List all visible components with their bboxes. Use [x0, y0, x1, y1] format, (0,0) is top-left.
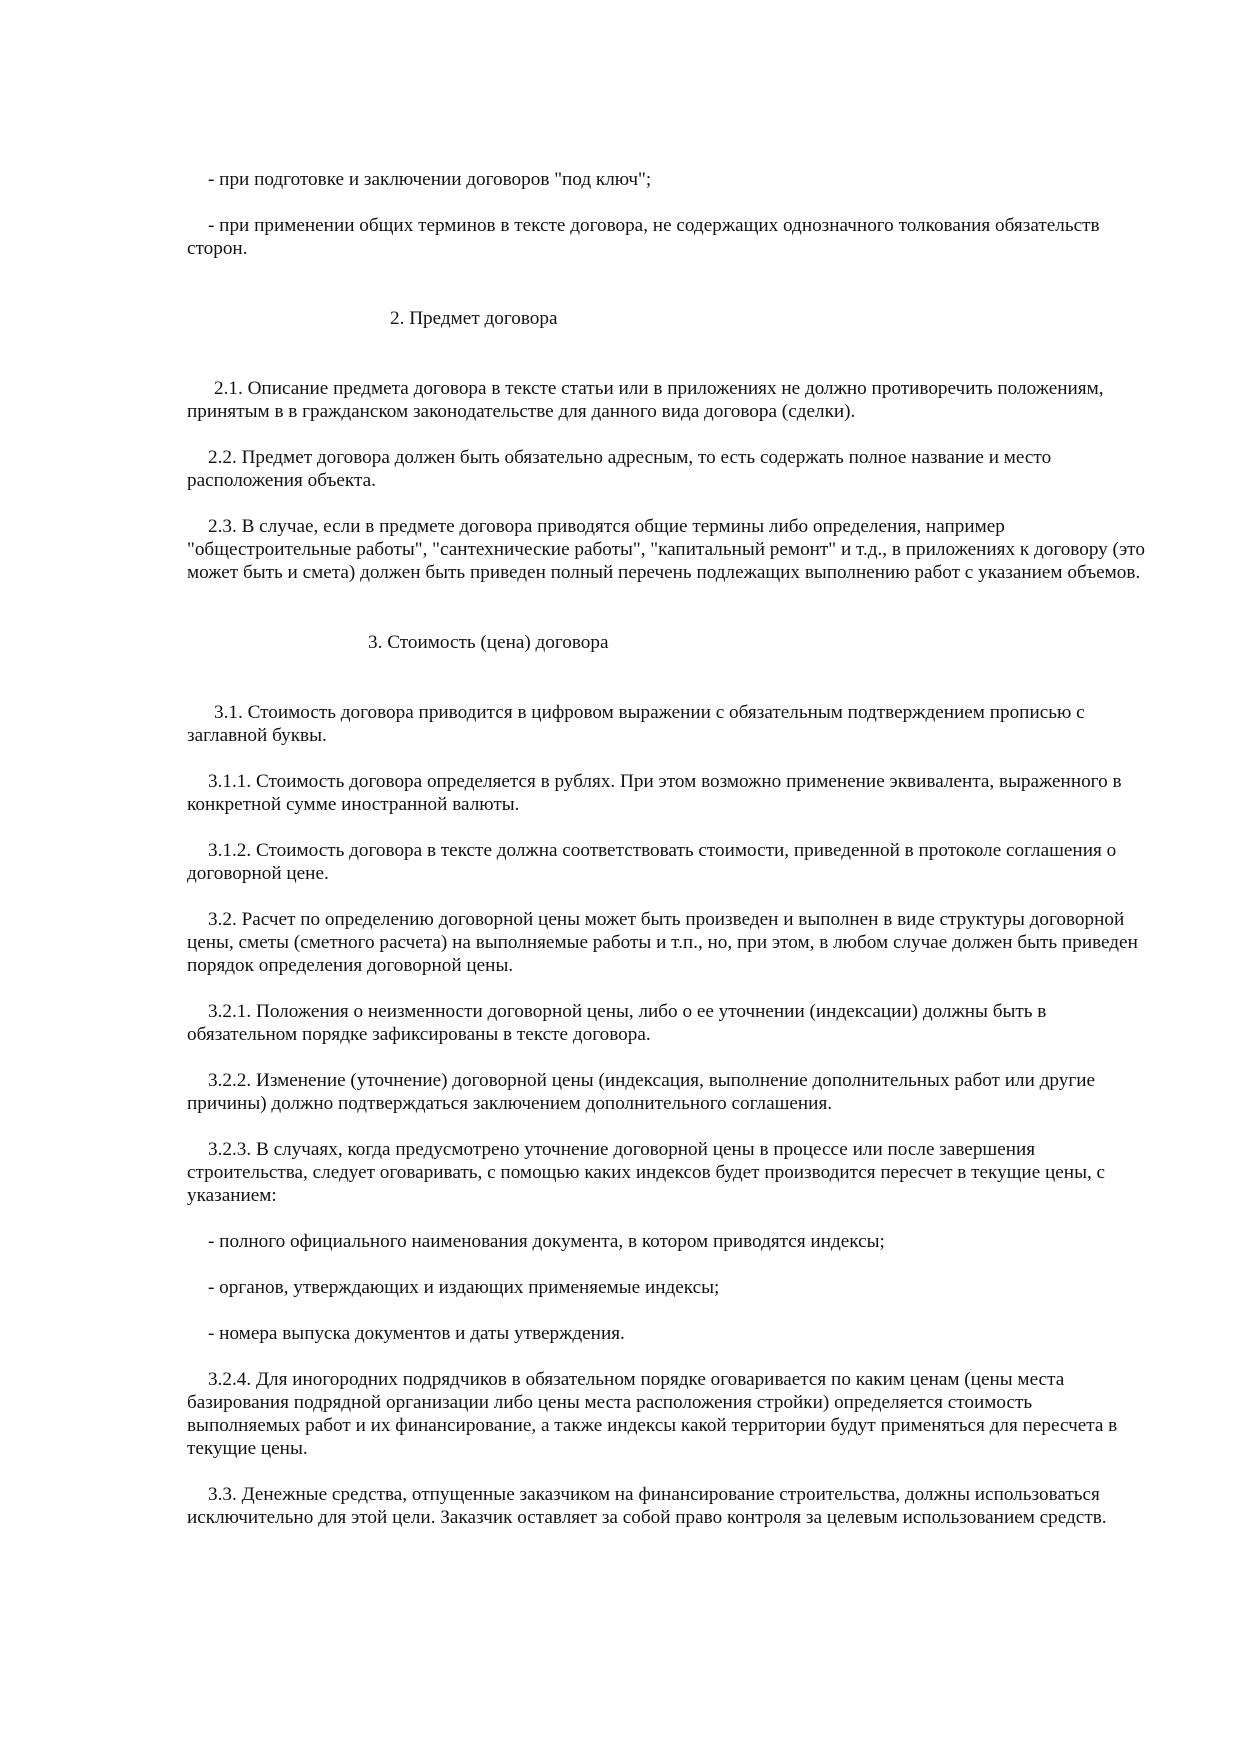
list-item-document-name: - полного официального наименования документа, в котором приводятся индексы;	[208, 1231, 885, 1252]
paragraph-turnkey: - при подготовке и заключении договоров "под ключ";	[208, 169, 652, 190]
list-item-authorities: - органов, утверждающих и издающих применяемые индексы;	[208, 1277, 720, 1298]
paragraph-2-3: 2.3. В случае, если в предмете договора приводятся общие термины либо определения, например "общестроительные работы", "сантехнические работы", "капитальный ремонт" и т.д., в приложениях к договору (это может быть и смета) должен быть приведен полный перечень подлежащих выполнению работ с указанием объемов.	[187, 516, 1145, 583]
paragraph-3-1: 3.1. Стоимость договора приводится в цифровом выражении с обязательным подтверждением прописью с заглавной буквы.	[187, 702, 1085, 746]
section-heading-price: 3. Стоимость (цена) договора	[368, 632, 609, 653]
list-item-issue-numbers: - номера выпуска документов и даты утверждения.	[208, 1323, 625, 1344]
paragraph-2-1: 2.1. Описание предмета договора в тексте статьи или в приложениях не должно противоречить положениям, принятым в в гражданском законодательстве для данного вида договора (сделки).	[187, 378, 1104, 422]
paragraph-3-1-2: 3.1.2. Стоимость договора в тексте должна соответствовать стоимости, приведенной в протоколе соглашения о договорной цене.	[187, 840, 1117, 884]
paragraph-2-2: 2.2. Предмет договора должен быть обязательно адресным, то есть содержать полное название и место расположения объекта.	[187, 447, 1052, 491]
document-page	[187, 168, 1147, 1529]
paragraph-3-2-1: 3.2.1. Положения о неизменности договорной цены, либо о ее уточнении (индексации) должны быть в обязательном порядке зафиксированы в тексте договора.	[187, 1001, 1047, 1045]
paragraph-3-2-4: 3.2.4. Для иногородних подрядчиков в обязательном порядке оговаривается по каким ценам (цены места базирования подрядной организации либо цены места расположения стройки) определяется стоимость выполняемых работ и их финансирование, а также индексы какой территории будут применяться для пересчета в текущие цены.	[187, 1369, 1118, 1459]
paragraph-3-1-1: 3.1.1. Стоимость договора определяется в рублях. При этом возможно применение эквивалента, выраженного в конкретной сумме иностранной валюты.	[187, 771, 1122, 815]
paragraph-3-2: 3.2. Расчет по определению договорной цены может быть произведен и выполнен в виде структуры договорной цены, сметы (сметного расчета) на выполняемые работы и т.п., но, при этом, в любом случае должен быть приведен порядок определения договорной цены.	[187, 909, 1138, 976]
paragraph-3-3: 3.3. Денежные средства, отпущенные заказчиком на финансирование строительства, должны использоваться исключительно для этой цели. Заказчик оставляет за собой право контроля за целевым использованием средств.	[187, 1484, 1107, 1528]
paragraph-3-2-3: 3.2.3. В случаях, когда предусмотрено уточнение договорной цены в процессе или после завершения строительства, следует оговаривать, с помощью каких индексов будет производится пересчет в текущие цены, с указанием:	[187, 1139, 1106, 1206]
section-heading-subject: 2. Предмет договора	[390, 308, 558, 329]
paragraph-3-2-2: 3.2.2. Изменение (уточнение) договорной цены (индексация, выполнение дополнительных работ или другие причины) должно подтверждаться заключением дополнительного соглашения.	[187, 1070, 1095, 1114]
paragraph-general-terms: - при применении общих терминов в тексте договора, не содержащих однозначного толкования обязательств сторон.	[187, 215, 1100, 259]
